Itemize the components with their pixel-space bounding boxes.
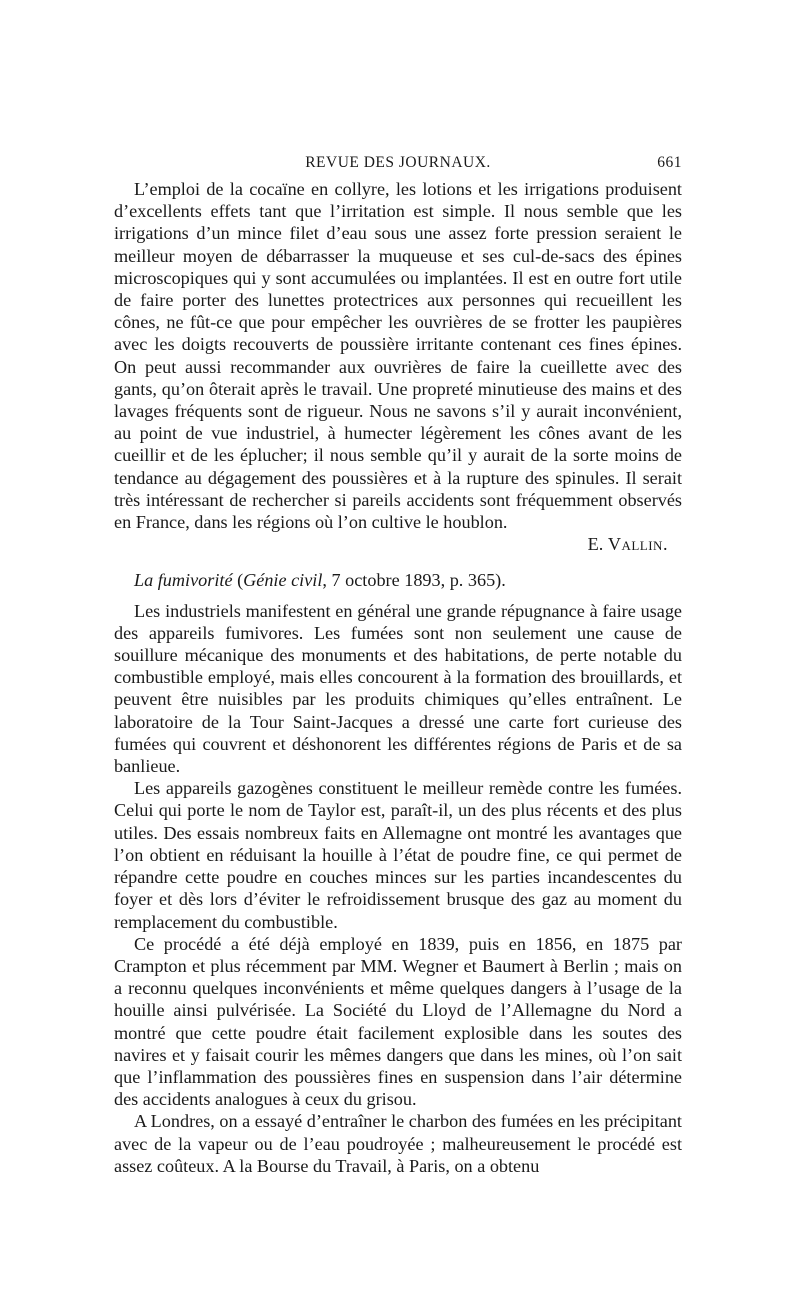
source-reference: , 7 octobre 1893, p. 365). [322,570,506,591]
document-page [114,150,682,1177]
signature-initial: E. [587,534,604,555]
source-open: ( [237,570,244,591]
running-header [114,150,682,174]
article-paragraph: L’emploi de la cocaïne en collyre, les lotions et les irrigations produisent d’excellents effets tant que l’irritation est simple. Il nous semble que les irrigations d’un mince filet d’eau sous une assez forte pression seraient le meilleur moyen de débarrasser la muqueuse et ses cul-de-sacs des épines microscopiques qui y sont accumulées ou implantées. Il est en outre fort utile de faire porter des lunettes protectrices aux personnes qui recueillent les cônes, ne fût-ce que pour empêcher les ouvrières de se frotter les paupières avec les doigts recouverts de poussière irritante contenant ces fines épines. On peut aussi recommander aux ouvrières de faire la cueillette avec des gants, qu’on ôterait après le travail. Une propreté minutieuse des mains et des lavages fréquents sont de rigueur. Nous ne savons s’il y aurait inconvénient, au point de vue industriel, à humecter légèrement les cônes avant de les cueillir et de les éplucher; il nous semble qu’il y aurait de la sorte moins de tendance au dégagement des poussières et à la rupture des spinules. Il serait très intéressant de rechercher si pareils accidents sont fréquemment observés en France, dans les régions où l’on cultive le houblon. [114,179,682,533]
article-heading [114,569,682,591]
article-paragraph: Les industriels manifestent en général une grande répugnance à faire usage des appareils fumivores. Les fumées sont non seulement une cause de souillure mécanique des monuments et des habitations, de perte notable du combustible employé, mais elles concourent à la formation des brouillards, et peuvent être nuisibles par les produits chimiques qu’elles entraînent. Le laboratoire de la Tour Saint-Jacques a dressé une carte fort curieuse des fumées qui couvrent et déshonorent les différentes régions de Paris et de sa banlieue. [114,600,682,777]
article-title: La fumivorité [134,570,233,591]
page-number: 661 [657,154,682,171]
article-paragraph: Les appareils gazogènes constituent le meilleur remède contre les fumées. Celui qui porte le nom de Taylor est, paraît-il, un des plus récents et des plus utiles. Des essais nombreux faits en Allemagne ont montré les avantages que l’on obtient en réduisant la houille à l’état de poudre fine, ce qui permet de répandre cette poudre en couches minces sur les parties incandescentes du foyer et dès lors d’éviter le refroidissement brusque des gaz au moment du remplacement du combustible. [114,778,682,932]
running-title: REVUE DES JOURNAUX. [305,154,491,171]
article-paragraph: Ce procédé a été déjà employé en 1839, puis en 1856, en 1875 par Crampton et plus récemment par MM. Wegner et Baumert à Berlin ; mais on a reconnu quelques inconvénients et même quelques dangers à l’usage de la houille ainsi pulvérisée. La Société du Lloyd de l’Allemagne du Nord a montré que cette poudre était facilement explosible dans les soutes des navires et y faisait courir les mêmes dangers que dans les mines, où l’on sait que l’inflammation des poussières fines en suspension dans l’air détermine des accidents analogues à ceux du grisou. [114,933,682,1110]
author-signature [114,533,668,555]
article-paragraph: A Londres, on a essayé d’entraîner le charbon des fumées en les précipitant avec de la vapeur ou de l’eau poudroyée ; malheureusement le procédé est assez coûteux. A la Bourse du Travail, à Paris, on a obtenu [114,1111,682,1176]
source-journal: Génie civil [243,570,323,591]
signature-name: Vallin. [607,534,668,555]
